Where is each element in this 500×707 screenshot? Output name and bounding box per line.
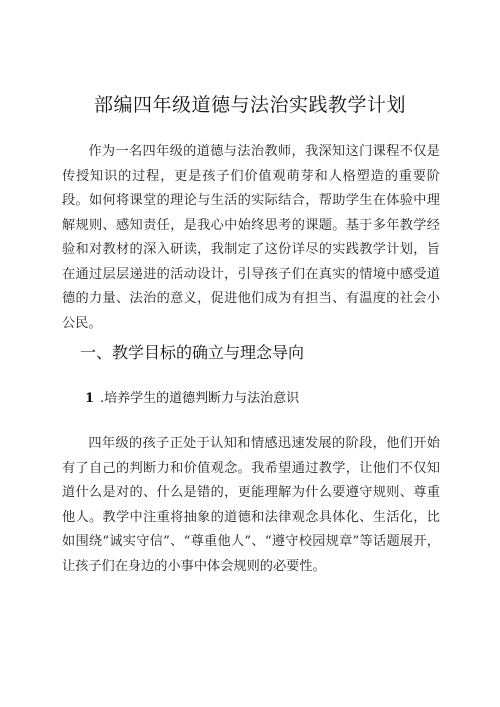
subsection-number: 1 bbox=[85, 391, 95, 406]
body-paragraph: 四年级的孩子正处于认知和情感迅速发展的阶段，他们开始有了自己的判断力和价值观念。我希望通过教学，让他们不仅知道什么是对的、什么是错的，更能理解为什么要遵守规则、尊重他人。教学中注重将抽象的道德和法律观念具体化、生活化，比如围绕“诚实守信”、“尊重他人”、“遵守校园规章”等话题展开，让孩子们在身边的小事中体会规则的必要性。 bbox=[62, 436, 440, 574]
document-title: 部编四年级道德与法治实践教学计划 bbox=[93, 94, 406, 116]
section-heading: 一、教学目标的确立与理念导向 bbox=[80, 343, 305, 362]
subsection-title: .培养学生的道德判断力与法治意识 bbox=[100, 391, 300, 406]
intro-paragraph: 作为一名四年级的道德与法治教师，我深知这门课程不仅是传授知识的过程，更是孩子们价值观萌芽和人格塑造的重要阶段。如何将课堂的理论与生活的实际结合，帮助学生在体验中理解规则、感知责任，是我心中始终思考的课题。基于多年教学经验和对教材的深入研读，我制定了这份详尽的实践教学计划，旨在通过层层递进的活动设计，引导孩子们在真实的情境中感受道德的力量、法治的意义，促进他们成为有担当、有温度的社会小公民。 bbox=[62, 144, 440, 331]
subsection-heading bbox=[85, 389, 299, 409]
